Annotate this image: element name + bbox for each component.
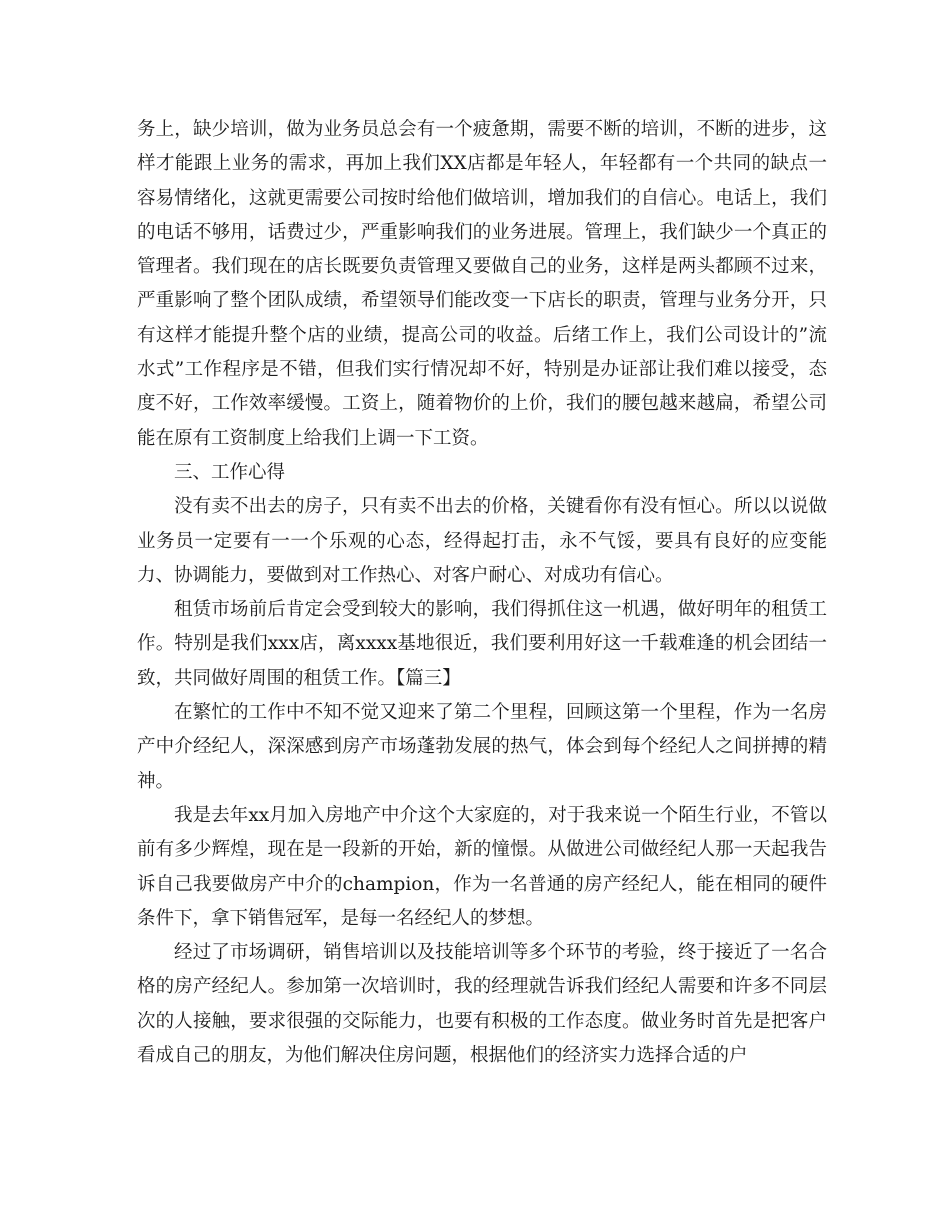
paragraph: 没有卖不出去的房子，只有卖不出去的价格，关键看你有没有恒心。所以以说做业务员一定要有一一个乐观的心态，经得起打击，永不气馁，要具有良好的应变能力、协调能力，要做到对工作热心、对客户耐心、对成功有信心。	[137, 496, 827, 586]
document-body	[137, 113, 827, 1073]
section-heading: 三、工作心得	[174, 461, 286, 483]
paragraph: 经过了市场调研，销售培训以及技能培训等多个环节的考验，终于接近了一名合格的房产经纪人。参加第一次培训时，我的经理就告诉我们经纪人需要和许多不同层次的人接触，要求很强的交际能力，也要有积极的工作态度。做业务时首先是把客户看成自己的朋友，为他们解决住房问题，根据他们的经济实力选择合适的户	[137, 942, 827, 1067]
paragraph: 我是去年xx月加入房地产中介这个大家庭的，对于我来说一个陌生行业，不管以前有多少辉煌，现在是一段新的开始，新的憧憬。从做进公司做经纪人那一天起我告诉自己我要做房产中介的champion，作为一名普通的房产经纪人，能在相同的硬件条件下，拿下销售冠军，是每一名经纪人的梦想。	[137, 804, 827, 929]
paragraph-continued: 务上，缺少培训，做为业务员总会有一个疲惫期，需要不断的培训，不断的进步，这样才能跟上业务的需求，再加上我们XX店都是年轻人，年轻都有一个共同的缺点一容易情绪化，这就更需要公司按时给他们做培训，增加我们的自信心。电话上，我们的电话不够用，话费过少，严重影响我们的业务进展。管理上，我们缺少一个真正的管理者。我们现在的店长既要负责管理又要做自己的业务，这样是两头都顾不过来，严重影响了整个团队成绩，希望领导们能改变一下店长的职责，管理与业务分开，只有这样才能提升整个店的业绩，提高公司的收益。后绪工作上，我们公司设计的”流水式”工作程序是不错，但我们实行情况却不好，特别是办证部让我们难以接受，态度不好，工作效率缓慢。工资上，随着物价的上价，我们的腰包越来越扁，希望公司能在原有工资制度上给我们上调一下工资。	[137, 119, 827, 449]
paragraph: 在繁忙的工作中不知不觉又迎来了第二个里程，回顾这第一个里程，作为一名房产中介经纪人，深深感到房产市场蓬勃发展的热气，体会到每个经纪人之间拼搏的精神。	[137, 702, 827, 792]
paragraph: 租赁市场前后肯定会受到较大的影响，我们得抓住这一机遇，做好明年的租赁工作。特别是我们xxx店，离xxxx基地很近，我们要利用好这一千载难逢的机会团结一致，共同做好周围的租赁工作。【篇三】	[137, 599, 827, 689]
